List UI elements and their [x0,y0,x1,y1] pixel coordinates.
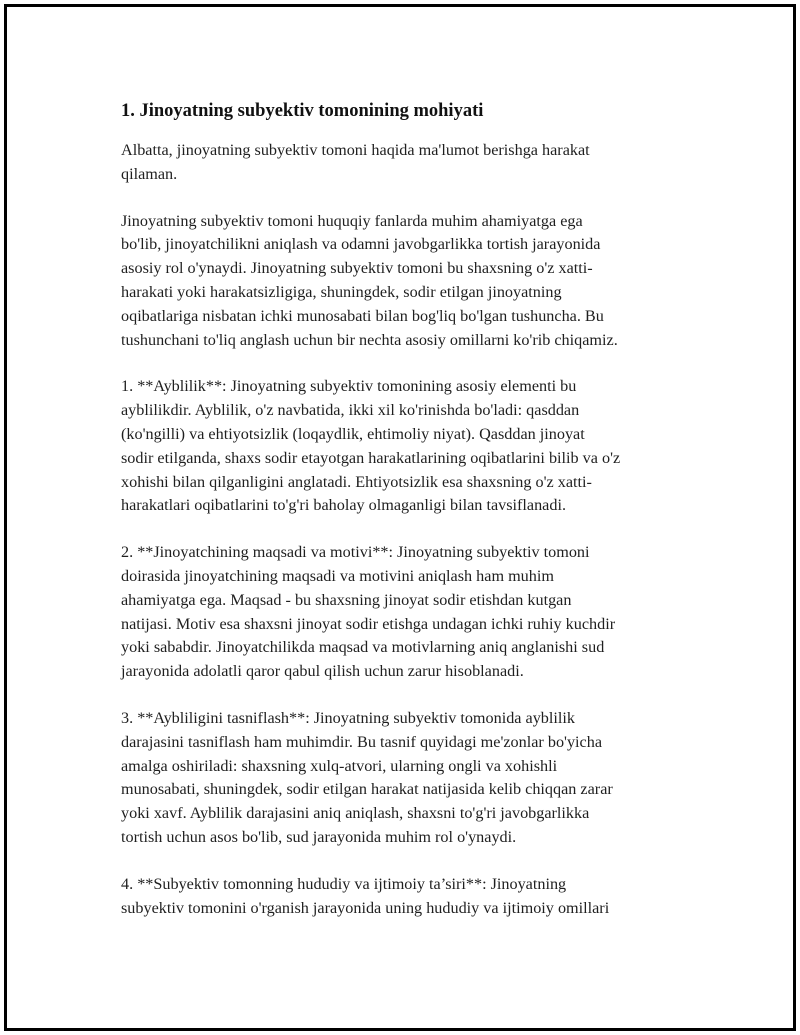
document-title: 1. Jinoyatning subyektiv tomonining mohiyati [121,101,484,121]
paragraph-item-2: 2. **Jinoyatchining maqsadi va motivi**: Jinoyatning subyektiv tomoni doirasida jinoyatchining maqsadi va motivini aniqlash ham muhim ahamiyatga ega. Maqsad - bu shaxsning jinoyat sodir etishdan kutgan natijasi. Motiv esa shaxsni jinoyat sodir etishga undagan ichki ruhiy kuchdir yoki sababdir. Jinoyatchilikda maqsad va motivlarning aniq anglanishi sud jarayonida adolatli qaror qabul qilish uchun zarur hisoblanadi. [121,543,616,681]
paragraph-item-3: 3. **Aybliligini tasniflash**: Jinoyatning subyektiv tomonida ayblilik darajasini tasniflash ham muhimdir. Bu tasnif quyidagi me'zonlar bo'yicha amalga oshiriladi: shaxsning xulq-atvori, ularning ongli va xohishli munosabati, shuningdek, sodir etilgan harakat natijasida kelib chiqqan zarar yoki xavf. Ayblilik darajasini aniq aniqlash, shaxsni to'g'ri javobgarlikka tortish uchun asos bo'lib, sud jarayonida muhim rol o'ynaydi. [121,708,613,846]
paragraph-overview: Jinoyatning subyektiv tomoni huquqiy fanlarda muhim ahamiyatga ega bo'lib, jinoyatchilikni aniqlash va odamni javobgarlikka tortish jarayonida asosiy rol o'ynaydi. Jinoyatning subyektiv tomoni bu shaxsning o'z xatti- harakati yoki harakatsizligiga, shuningdek, sodir etilgan jinoyatning oqibatlariga nisbatan ichki munosabati bilan bog'liq bo'lgan tushuncha. Bu tushunchani to'liq anglash uchun bir nechta asosiy omillarni ko'rib chiqamiz. [121,211,618,349]
document-body [121,99,701,920]
page-frame [4,4,796,1031]
paragraph-intro: Albatta, jinoyatning subyektiv tomoni haqida ma'lumot berishga harakat qilaman. [121,141,590,183]
paragraph-item-4: 4. **Subyektiv tomonning hududiy va ijtimoiy ta’siri**: Jinoyatning subyektiv tomonini o'rganish jarayonida uning hududiy va ijtimoiy omillari [121,874,610,917]
paragraph-item-1: 1. **Ayblilik**: Jinoyatning subyektiv tomonining asosiy elementi bu ayblilikdir. Ayblilik, o'z navbatida, ikki xil ko'rinishda bo'ladi: qasddan (ko'ngilli) va ehtiyotsizlik (loqaydlik, ehtimoliy niyat). Qasddan jinoyat sodir etilganda, shaxs sodir etayotgan harakatlarining oqibatlarini bilib va o'z xohishi bilan qilganligini anglatadi. Ehtiyotsizlik esa shaxsning o'z xatti- harakatlari oqibatlarini to'g'ri baholay olmaganligi bilan tavsiflanadi. [121,377,621,515]
